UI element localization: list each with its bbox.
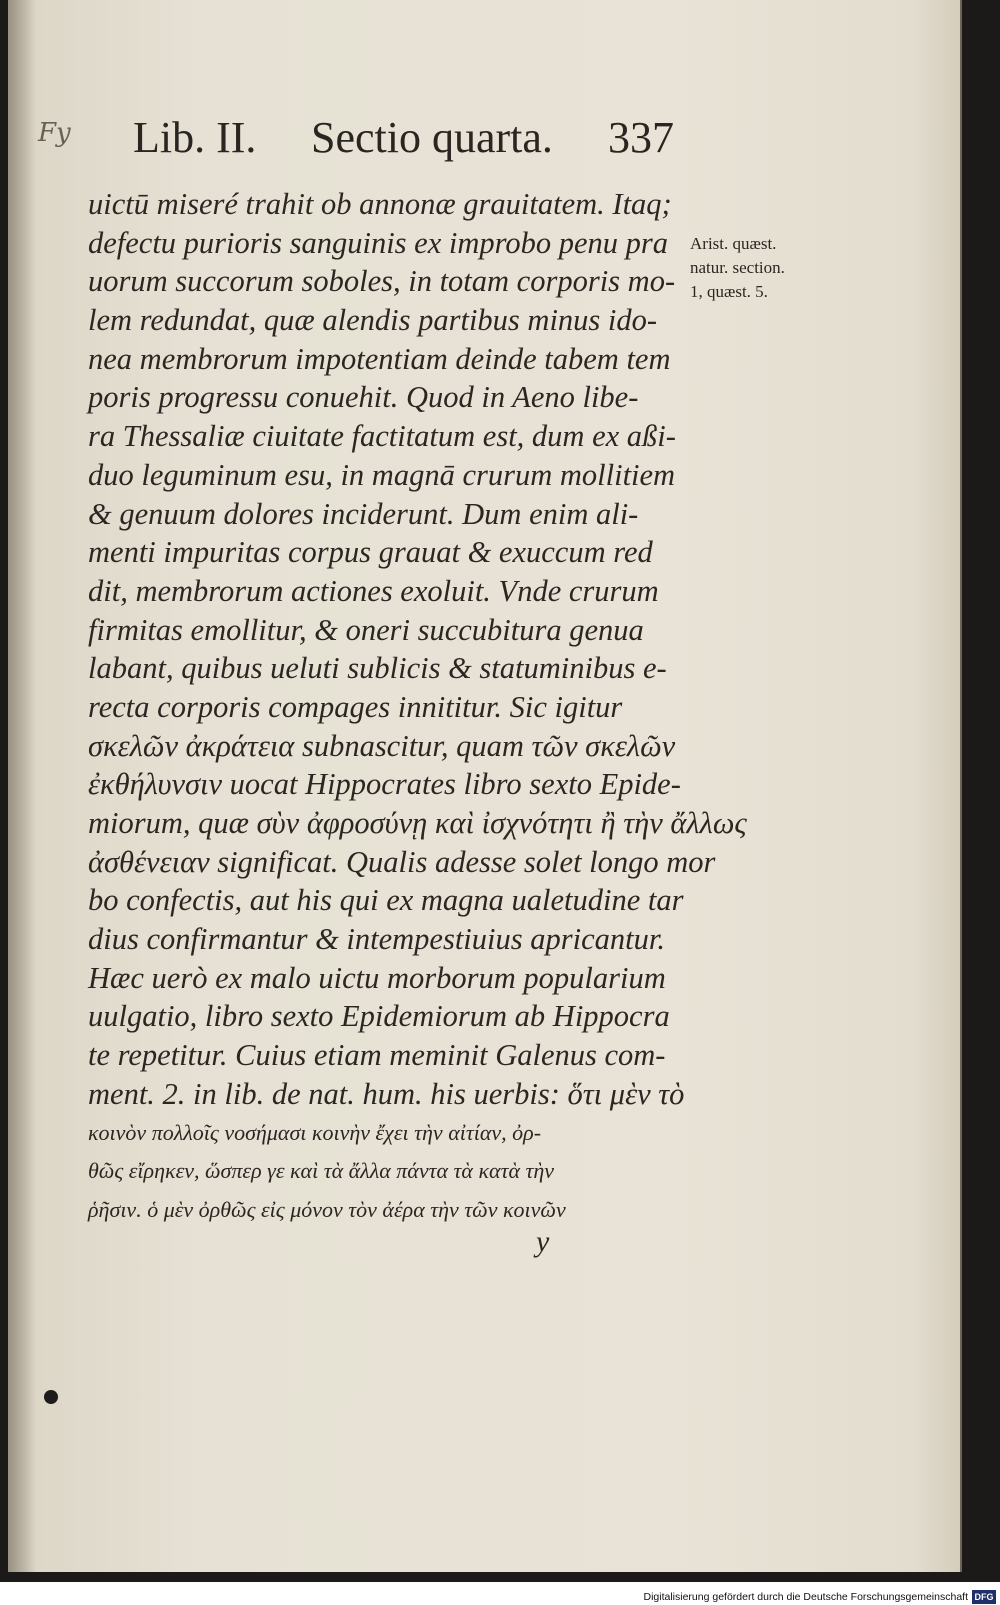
signature-mark: y — [536, 1225, 550, 1258]
text-line: uulgatio, libro sexto Epidemiorum ab Hippocra — [88, 999, 670, 1034]
text-line: poris progressu conuehit. Quod in Aeno libe- — [88, 380, 639, 415]
text-line: & genuum dolores inciderunt. Dum enim ali- — [88, 496, 639, 531]
text-line: defectu purioris sanguinis ex improbo penu pra — [88, 225, 669, 260]
text-line: ment. 2. in lib. de nat. hum. his uerbis: ὅτι μὲν τὸ — [88, 1076, 685, 1111]
text-line: uictū miseré trahit ob annonæ grauitatem. Itaq; — [88, 187, 672, 221]
text-line: dius confirmantur & intempestiuius apricantur. — [88, 922, 665, 957]
page-number: 337 — [608, 113, 674, 162]
text-line: te repetitur. Cuius etiam meminit Galenus com- — [88, 1038, 666, 1073]
text-line: miorum, quæ σὺν ἀφροσύνῃ καὶ ἰσχνότητι ἢ τὴν ἄλλως — [88, 806, 747, 840]
text-line: labant, quibus ueluti sublicis & statuminibus e- — [88, 651, 667, 686]
header-section-title: Sectio quarta. — [311, 113, 553, 162]
text-line: Hæc uerò ex malo uictu morborum popularium — [88, 960, 666, 995]
dfg-logo: DFG — [972, 1590, 996, 1604]
text-line: ra Thessaliæ ciuitate factitatum est, dum ex aßi- — [88, 419, 676, 454]
text-line: κοινὸν πολλοῖς νοσήμασι κοινὴν ἔχει τὴν αἰτίαν, ὀρ- — [88, 1119, 542, 1145]
text-line: lem redundat, quæ alendis partibus minus ido- — [88, 303, 658, 338]
margin-note — [690, 232, 840, 304]
text-line: menti impuritas corpus grauat & exuccum red — [88, 535, 653, 570]
book-page — [8, 0, 962, 1572]
margin-note-line: Arist. quæst. — [690, 234, 777, 253]
digitization-credit: Digitalisierung gefördert durch die Deutsche Forschungsgemeinschaft — [643, 1591, 968, 1603]
running-header — [133, 112, 693, 172]
text-line: recta corporis compages innititur. Sic igitur — [88, 689, 623, 724]
header-book-number: Lib. II. — [133, 113, 257, 162]
text-line: σκελῶν ἀκράτεια subnascitur, quam τῶν σκελῶν — [88, 728, 676, 763]
text-line: firmitas emollitur, & oneri succubitura genua — [88, 612, 644, 647]
text-line: ἐκθήλυνσιν uocat Hippocrates libro sexto Epide- — [88, 767, 681, 802]
text-line: uorum succorum soboles, in totam corporis mo- — [88, 264, 676, 299]
text-line: ῥῆσιν. ὁ μὲν ὀρθῶς εἰς μόνον τὸν ἀέρα τὴν τῶν κοινῶν — [88, 1196, 566, 1222]
corner-mark: Fy — [38, 118, 71, 148]
margin-note-line: natur. section. — [690, 258, 785, 277]
text-line: θῶς εἴρηκεν, ὥσπερ γε καὶ τὰ ἄλλα πάντα τὰ κατὰ τὴν — [88, 1158, 555, 1184]
text-line: bo confectis, aut his qui ex magna ualetudine tar — [88, 883, 684, 918]
text-line: dit, membrorum actiones exoluit. Vnde crurum — [88, 573, 659, 608]
text-line: duo leguminum esu, in magnā crurum mollitiem — [88, 457, 676, 492]
gutter-shadow — [8, 0, 36, 1572]
text-line: nea membrorum impotentiam deinde tabem tem — [88, 341, 671, 376]
text-line: ἀσθένειαν significat. Qualis adesse solet longo mor — [88, 844, 716, 879]
ink-dot — [44, 1390, 58, 1404]
margin-note-line: 1, quæst. 5. — [690, 282, 768, 301]
